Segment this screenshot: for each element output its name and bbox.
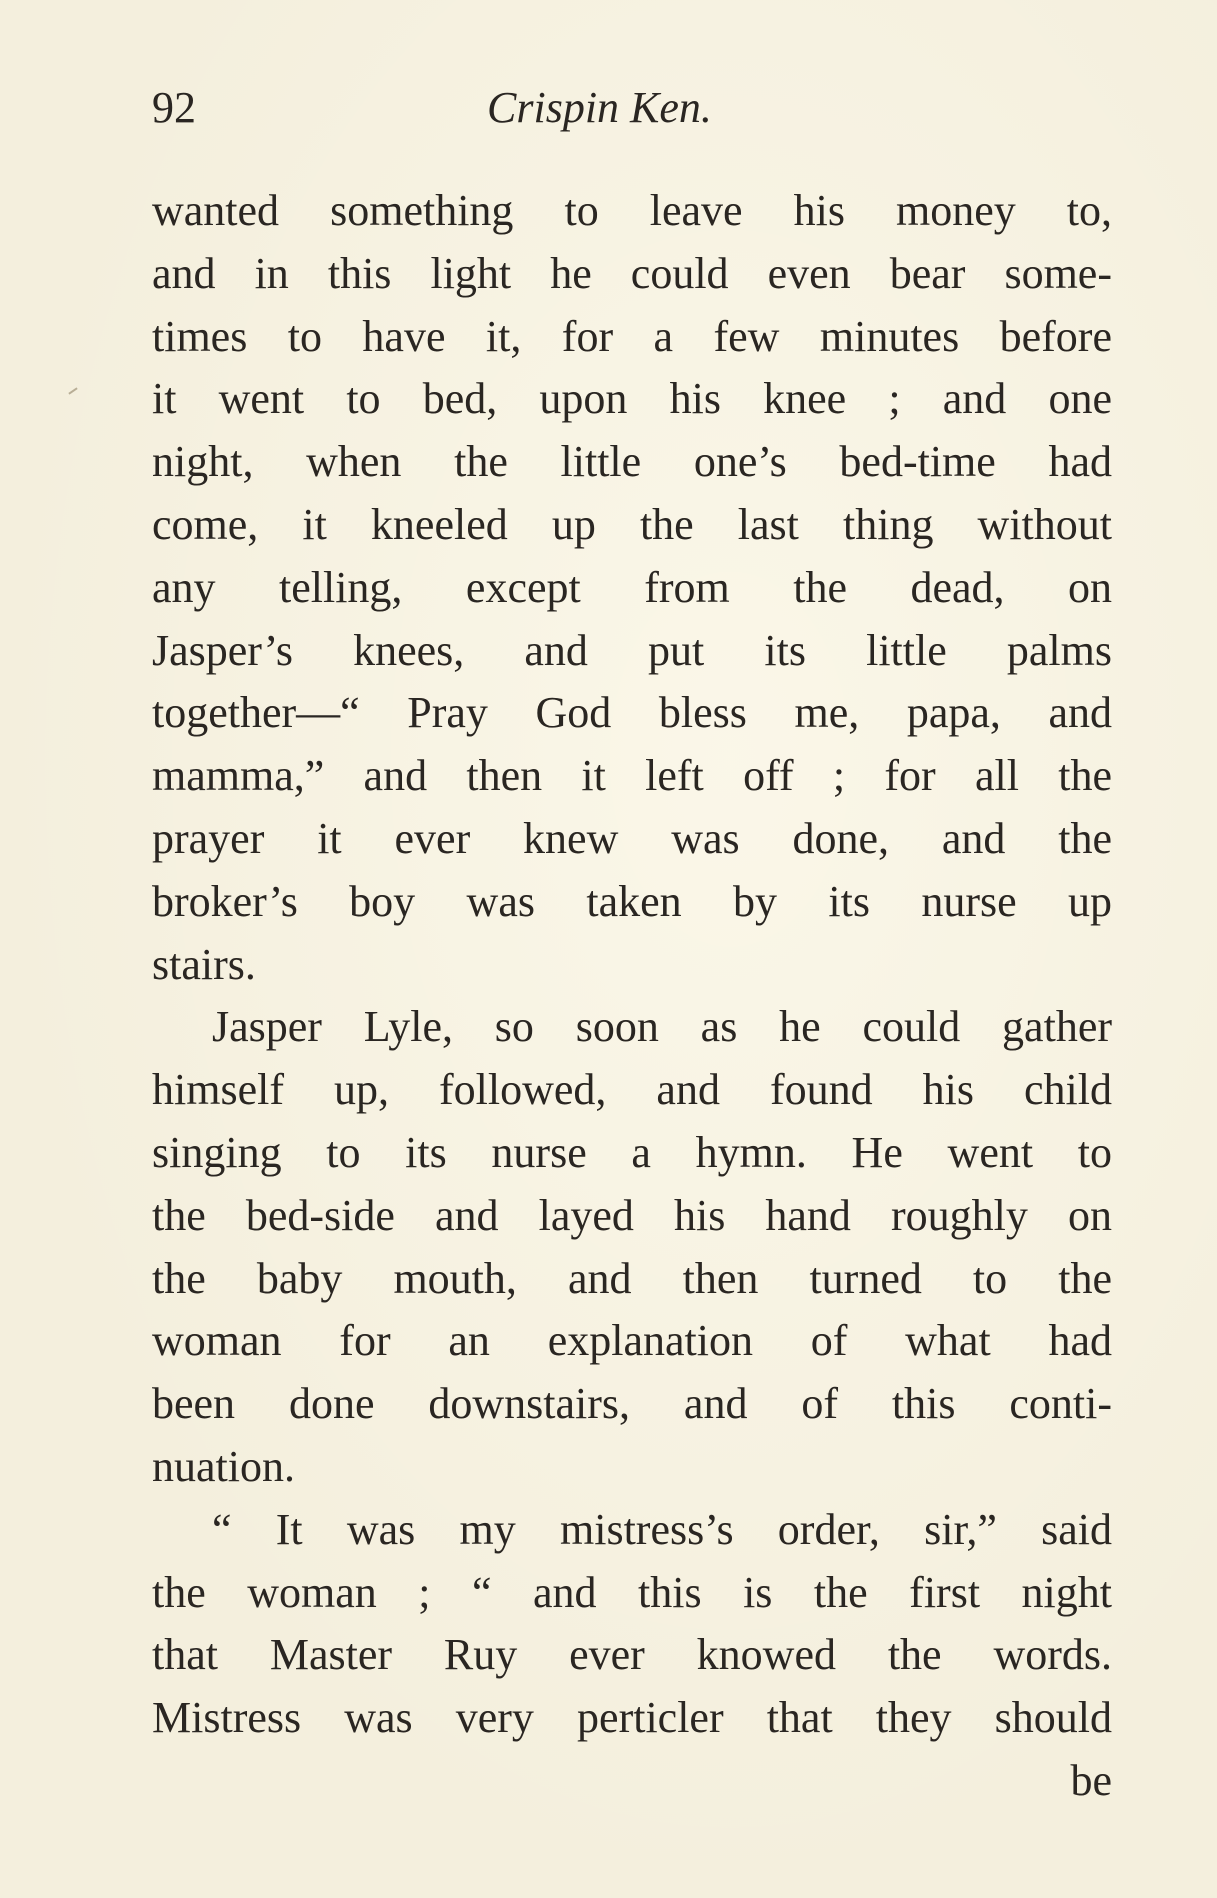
text-line: any telling, except from the dead, on — [152, 562, 1112, 612]
text-line: together—“ Pray God bless me, papa, and — [152, 688, 1112, 738]
text-line: been done downstairs, and of this conti- — [152, 1379, 1112, 1429]
body-text — [152, 180, 1112, 1813]
text-line: come, it kneeled up the last thing without — [152, 499, 1112, 549]
text-line: and in this light he could even bear some- — [152, 248, 1112, 298]
text-line: night, when the little one’s bed-time had — [152, 437, 1112, 487]
text-line: Jasper’s knees, and put its little palms — [152, 625, 1112, 675]
page-number: 92 — [152, 83, 196, 132]
text-line: “ It was my mistress’s order, sir,” said — [212, 1504, 1112, 1554]
text-line: prayer it ever knew was done, and the — [152, 813, 1112, 863]
margin-mark — [68, 387, 77, 394]
text-line: that Master Ruy ever knowed the words. — [152, 1630, 1112, 1680]
text-line: it went to bed, upon his knee ; and one — [152, 374, 1112, 424]
catchword: be — [1070, 1755, 1112, 1805]
text-line: mamma,” and then it left off ; for all the — [152, 751, 1112, 801]
text-line: woman for an explanation of what had — [152, 1316, 1112, 1366]
text-line: Mistress was very perticler that they should — [152, 1693, 1112, 1743]
text-line: nuation. — [152, 1441, 295, 1491]
running-head — [152, 78, 1112, 138]
text-line: stairs. — [152, 939, 256, 989]
text-line: Jasper Lyle, so soon as he could gather — [212, 1002, 1112, 1052]
text-line: the bed-side and layed his hand roughly on — [152, 1190, 1112, 1240]
text-line: singing to its nurse a hymn. He went to — [152, 1127, 1112, 1177]
text-line: broker’s boy was taken by its nurse up — [152, 876, 1112, 926]
text-line: the woman ; “ and this is the first night — [152, 1567, 1112, 1617]
text-line: the baby mouth, and then turned to the — [152, 1253, 1112, 1303]
text-line: times to have it, for a few minutes before — [152, 311, 1112, 361]
text-line: wanted something to leave his money to, — [152, 186, 1112, 235]
text-line: himself up, followed, and found his child — [152, 1065, 1112, 1115]
running-title: Crispin Ken. — [487, 83, 712, 132]
